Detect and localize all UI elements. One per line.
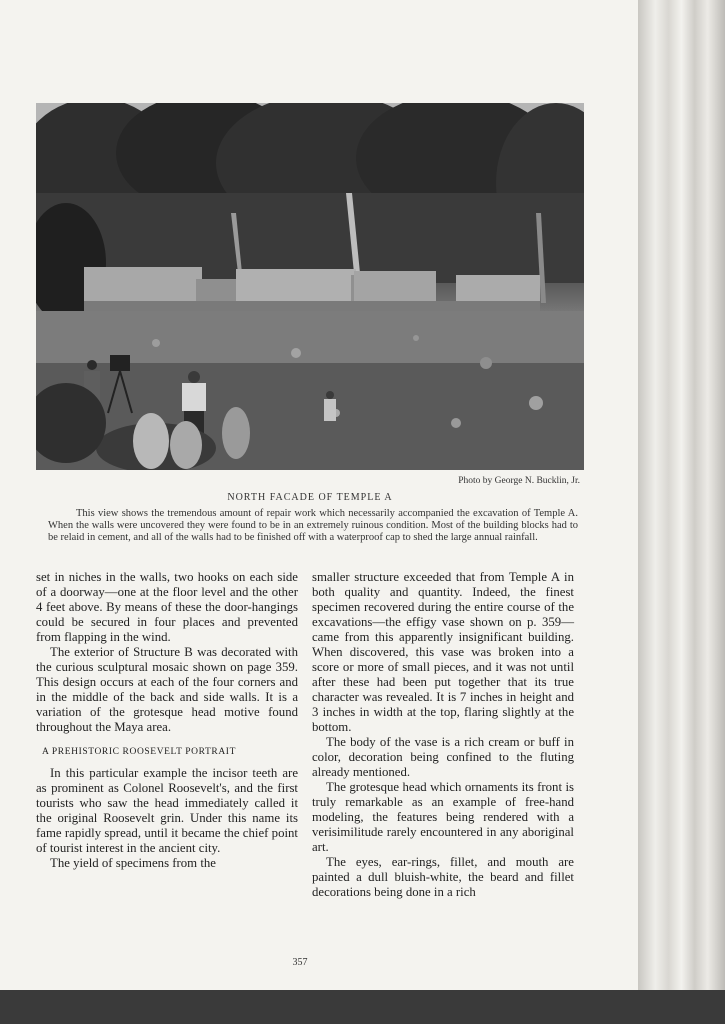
right-paragraph-2: The body of the vase is a rich cream or buff in color, decoration being confined to the fluting already mentioned. xyxy=(312,735,574,779)
section-heading: A PREHISTORIC ROOSEVELT PORTRAIT xyxy=(42,747,236,757)
page-number: 357 xyxy=(292,957,308,968)
caption-body: This view shows the tremendous amount of repair work which necessarily accompanied the excavation of Temple A. When the walls were uncovered they were found to be in an extremely ruinous condition. Most of the building blocks had to be relaid in cement, and all of the walls had to be finished off with a waterproof cap to shed the large annual rainfall. xyxy=(48,508,578,543)
right-paragraph-3: The grotesque head which ornaments its front is truly remarkable as an example of free-hand modeling, the features being rendered with a verisimilitude rarely encountered in any aboriginal art. xyxy=(312,780,574,854)
left-paragraph-1: set in niches in the walls, two hooks on each side of a doorway—one at the floor level and the other 4 feet above. By means of these the door-hangings could be secured in four places and prevented from flapping in the wind. xyxy=(36,570,298,644)
left-paragraph-2: The exterior of Structure B was decorated with the curious sculptural mosaic shown on page 359. This design occurs at each of the four corners and in the middle of the back and side walls. It is a variation of the grotesque head motive found throughout the Maya area. xyxy=(36,645,298,734)
right-paragraph-1: smaller structure exceeded that from Temple A in both quality and quantity. Indeed, the finest specimen recovered during the entire course of the excavations—the effigy vase shown on p. 359—came from this apparently insignificant building. When discovered, this vase was broken into a score or more of small pieces, and it was not until after these had been put together that its true character was revealed. It is 7 inches in height and 3 inches in width at the top, flaring slightly at the bottom. xyxy=(312,570,574,734)
left-paragraph-4: The yield of specimens from the xyxy=(50,856,216,870)
temple-photo xyxy=(36,103,584,470)
photo-credit: Photo by George N. Bucklin, Jr. xyxy=(458,476,580,486)
table-surface xyxy=(0,990,725,1024)
right-paragraph-4: The eyes, ear-rings, fillet, and mouth are painted a dull bluish-white, the beard and fillet decorations being done in a rich xyxy=(312,855,574,899)
left-paragraph-3: In this particular example the incisor teeth are as prominent as Colonel Roosevelt's, and the first tourists who saw the head immediately called it the original Roosevelt grin. Under this name its fame rapidly spread, until it became the chief point of tourist interest in the ancient city. xyxy=(36,766,298,855)
caption-title: NORTH FACADE OF TEMPLE A xyxy=(227,492,393,503)
right-column xyxy=(312,570,574,900)
left-column xyxy=(36,570,298,871)
book-page-edges xyxy=(638,0,725,990)
temple-photo-illustration xyxy=(36,103,584,470)
